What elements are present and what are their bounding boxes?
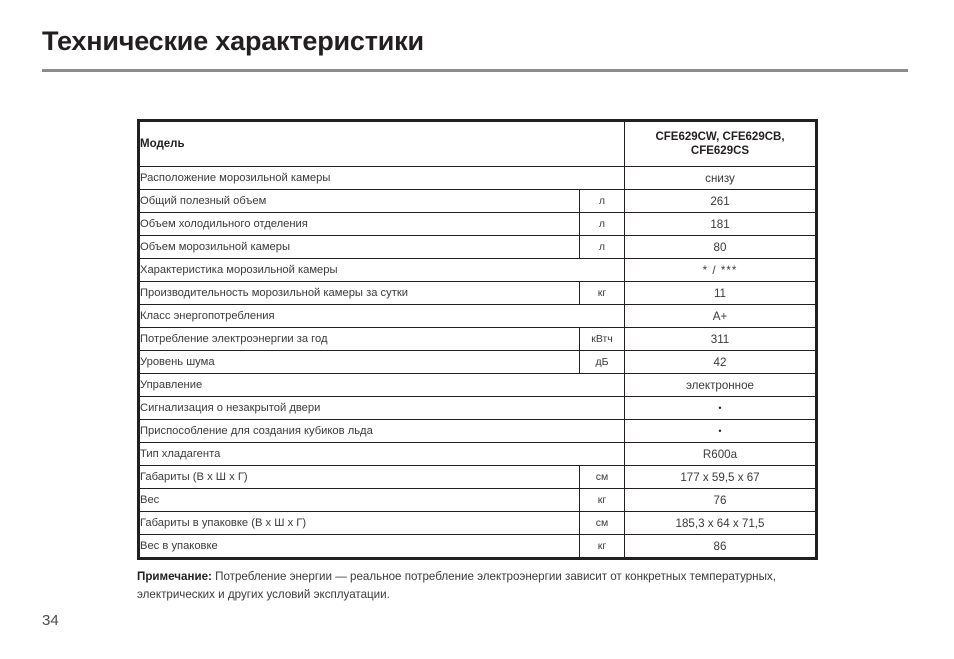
table-row [139, 466, 817, 489]
cell-unit: л [580, 236, 625, 259]
cell-value: 76 [625, 489, 817, 512]
table-row [139, 351, 817, 374]
cell-value: 177 x 59,5 x 67 [625, 466, 817, 489]
cell-value: 261 [625, 190, 817, 213]
table-row [139, 213, 817, 236]
cell-unit: кг [580, 535, 625, 559]
cell-value: 181 [625, 213, 817, 236]
cell-description: Характеристика морозильной камеры [139, 259, 625, 282]
table-row [139, 190, 817, 213]
table-row [139, 397, 817, 420]
cell-value: 11 [625, 282, 817, 305]
cell-value: 86 [625, 535, 817, 559]
cell-description: Потребление электроэнергии за год [139, 328, 580, 351]
table-row [139, 305, 817, 328]
cell-value: 311 [625, 328, 817, 351]
header-cell-model: Модель [139, 121, 625, 167]
footnote-label: Примечание: [137, 570, 212, 583]
page-number: 34 [42, 612, 59, 629]
table-row [139, 512, 817, 535]
table-row [139, 443, 817, 466]
footnote [137, 568, 837, 604]
cell-description: Тип хладагента [139, 443, 625, 466]
cell-description: Объем морозильной камеры [139, 236, 580, 259]
cell-description: Объем холодильного отделения [139, 213, 580, 236]
table-header-row [139, 121, 817, 167]
cell-description: Габариты в упаковке (В х Ш х Г) [139, 512, 580, 535]
cell-value: * / *** [625, 259, 817, 282]
cell-description: Сигнализация о незакрытой двери [139, 397, 625, 420]
table-row [139, 535, 817, 559]
specifications-table-body [139, 121, 817, 559]
cell-description: Производительность морозильной камеры за сутки [139, 282, 580, 305]
cell-unit: л [580, 190, 625, 213]
footnote-text: Потребление энергии — реальное потребление электроэнергии зависит от конкретных температурных, электрических и других условий эксплуатации. [137, 570, 776, 601]
table-row [139, 420, 817, 443]
cell-description: Расположение морозильной камеры [139, 167, 625, 190]
table-row [139, 489, 817, 512]
cell-description: Управление [139, 374, 625, 397]
cell-value: снизу [625, 167, 817, 190]
cell-value: R600a [625, 443, 817, 466]
title-divider [42, 69, 908, 72]
table-row [139, 328, 817, 351]
cell-value: • [625, 397, 817, 420]
specifications-table [137, 119, 818, 560]
table-row [139, 259, 817, 282]
table-row [139, 282, 817, 305]
cell-description: Приспособление для создания кубиков льда [139, 420, 625, 443]
cell-description: Общий полезный объем [139, 190, 580, 213]
cell-description: Вес в упаковке [139, 535, 580, 559]
cell-value: 185,3 x 64 x 71,5 [625, 512, 817, 535]
cell-value: • [625, 420, 817, 443]
cell-unit: см [580, 466, 625, 489]
cell-unit: кг [580, 282, 625, 305]
table-row [139, 236, 817, 259]
page-title: Технические характеристики [42, 26, 424, 56]
cell-value: электронное [625, 374, 817, 397]
cell-unit: см [580, 512, 625, 535]
header-cell-model-values: CFE629CW, CFE629CB, CFE629CS [625, 121, 817, 167]
cell-value: A+ [625, 305, 817, 328]
cell-description: Уровень шума [139, 351, 580, 374]
cell-value: 80 [625, 236, 817, 259]
table-row [139, 167, 817, 190]
specifications-table-container [137, 119, 818, 560]
cell-unit: дБ [580, 351, 625, 374]
cell-unit: кВтч [580, 328, 625, 351]
cell-description: Вес [139, 489, 580, 512]
cell-unit: л [580, 213, 625, 236]
cell-description: Габариты (В х Ш х Г) [139, 466, 580, 489]
cell-value: 42 [625, 351, 817, 374]
cell-unit: кг [580, 489, 625, 512]
table-row [139, 374, 817, 397]
cell-description: Класс энергопотребления [139, 305, 625, 328]
